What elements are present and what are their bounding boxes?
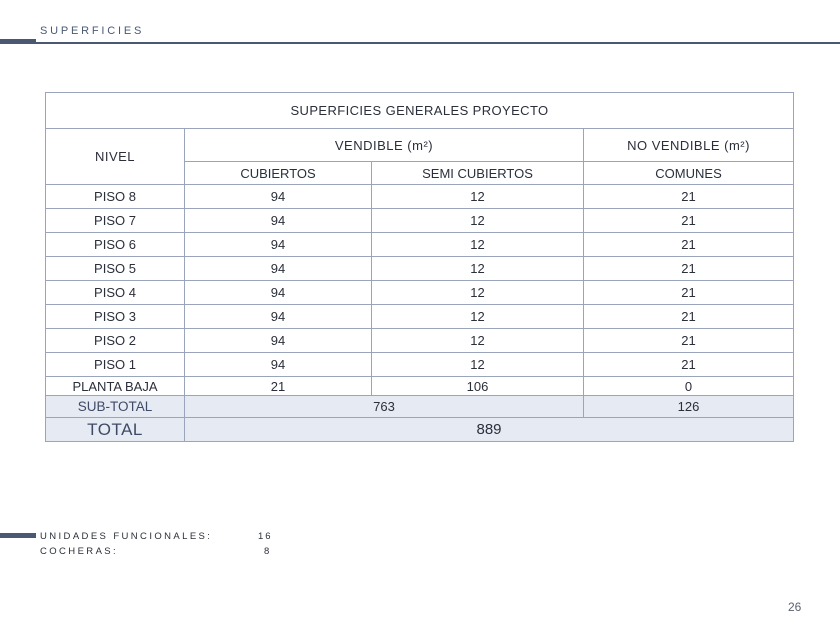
cell-cubiertos: 94: [185, 209, 372, 233]
cell-nivel: PISO 2: [46, 329, 185, 353]
cell-comunes: 21: [584, 329, 794, 353]
table-row: [46, 257, 794, 281]
cell-semi-cubiertos: 106: [372, 377, 584, 396]
total-value: 889: [185, 418, 794, 442]
cell-nivel: PISO 8: [46, 185, 185, 209]
subtotal-label: SUB-TOTAL: [46, 396, 185, 418]
table-row: [46, 281, 794, 305]
unidades-line: [40, 531, 273, 542]
cell-comunes: 0: [584, 377, 794, 396]
unidades-label: UNIDADES FUNCIONALES:: [40, 531, 213, 542]
cell-semi-cubiertos: 12: [372, 257, 584, 281]
subheader-comunes: COMUNES: [584, 162, 794, 185]
table-row: [46, 233, 794, 257]
cell-nivel: PISO 7: [46, 209, 185, 233]
cell-cubiertos: 94: [185, 185, 372, 209]
subtotal-vendible: 763: [185, 396, 584, 418]
unidades-value: 16: [258, 531, 273, 542]
header-divider: [36, 42, 840, 44]
cell-comunes: 21: [584, 305, 794, 329]
cell-cubiertos: 94: [185, 233, 372, 257]
surfaces-table: [45, 92, 794, 442]
total-label: TOTAL: [46, 418, 185, 442]
header-accent-bar: [0, 39, 36, 44]
cell-nivel: PISO 3: [46, 305, 185, 329]
header-nivel: NIVEL: [46, 129, 185, 185]
cell-comunes: 21: [584, 257, 794, 281]
cell-nivel: PISO 5: [46, 257, 185, 281]
table-row: [46, 353, 794, 377]
cell-cubiertos: 21: [185, 377, 372, 396]
cell-comunes: 21: [584, 281, 794, 305]
header-no-vendible: NO VENDIBLE (m²): [584, 129, 794, 162]
footer-accent-bar: [0, 533, 36, 538]
cell-semi-cubiertos: 12: [372, 305, 584, 329]
subheader-cubiertos: CUBIERTOS: [185, 162, 372, 185]
cell-cubiertos: 94: [185, 305, 372, 329]
cell-semi-cubiertos: 12: [372, 329, 584, 353]
page-number: 26: [788, 600, 802, 614]
cell-semi-cubiertos: 12: [372, 185, 584, 209]
header-vendible: VENDIBLE (m²): [185, 129, 584, 162]
subheader-semi-cubiertos: SEMI CUBIERTOS: [372, 162, 584, 185]
cell-cubiertos: 94: [185, 353, 372, 377]
table-row: [46, 377, 794, 396]
table-row: [46, 305, 794, 329]
cell-semi-cubiertos: 12: [372, 209, 584, 233]
cell-semi-cubiertos: 12: [372, 353, 584, 377]
cell-cubiertos: 94: [185, 257, 372, 281]
cell-nivel: PISO 1: [46, 353, 185, 377]
section-title: SUPERFICIES: [40, 25, 145, 37]
cocheras-label: COCHERAS:: [40, 546, 119, 557]
cell-cubiertos: 94: [185, 329, 372, 353]
cell-nivel: PISO 4: [46, 281, 185, 305]
cell-comunes: 21: [584, 185, 794, 209]
cell-nivel: PISO 6: [46, 233, 185, 257]
cell-comunes: 21: [584, 233, 794, 257]
subtotal-no-vendible: 126: [584, 396, 794, 418]
table-row: [46, 209, 794, 233]
cell-comunes: 21: [584, 209, 794, 233]
cell-semi-cubiertos: 12: [372, 233, 584, 257]
cell-cubiertos: 94: [185, 281, 372, 305]
table-body: [46, 185, 794, 396]
cell-comunes: 21: [584, 353, 794, 377]
table-title: SUPERFICIES GENERALES PROYECTO: [46, 93, 794, 129]
cell-nivel: PLANTA BAJA: [46, 377, 185, 396]
cocheras-value: 8: [264, 546, 272, 557]
cocheras-line: [40, 546, 272, 557]
table-row: [46, 185, 794, 209]
table-row: [46, 329, 794, 353]
cell-semi-cubiertos: 12: [372, 281, 584, 305]
